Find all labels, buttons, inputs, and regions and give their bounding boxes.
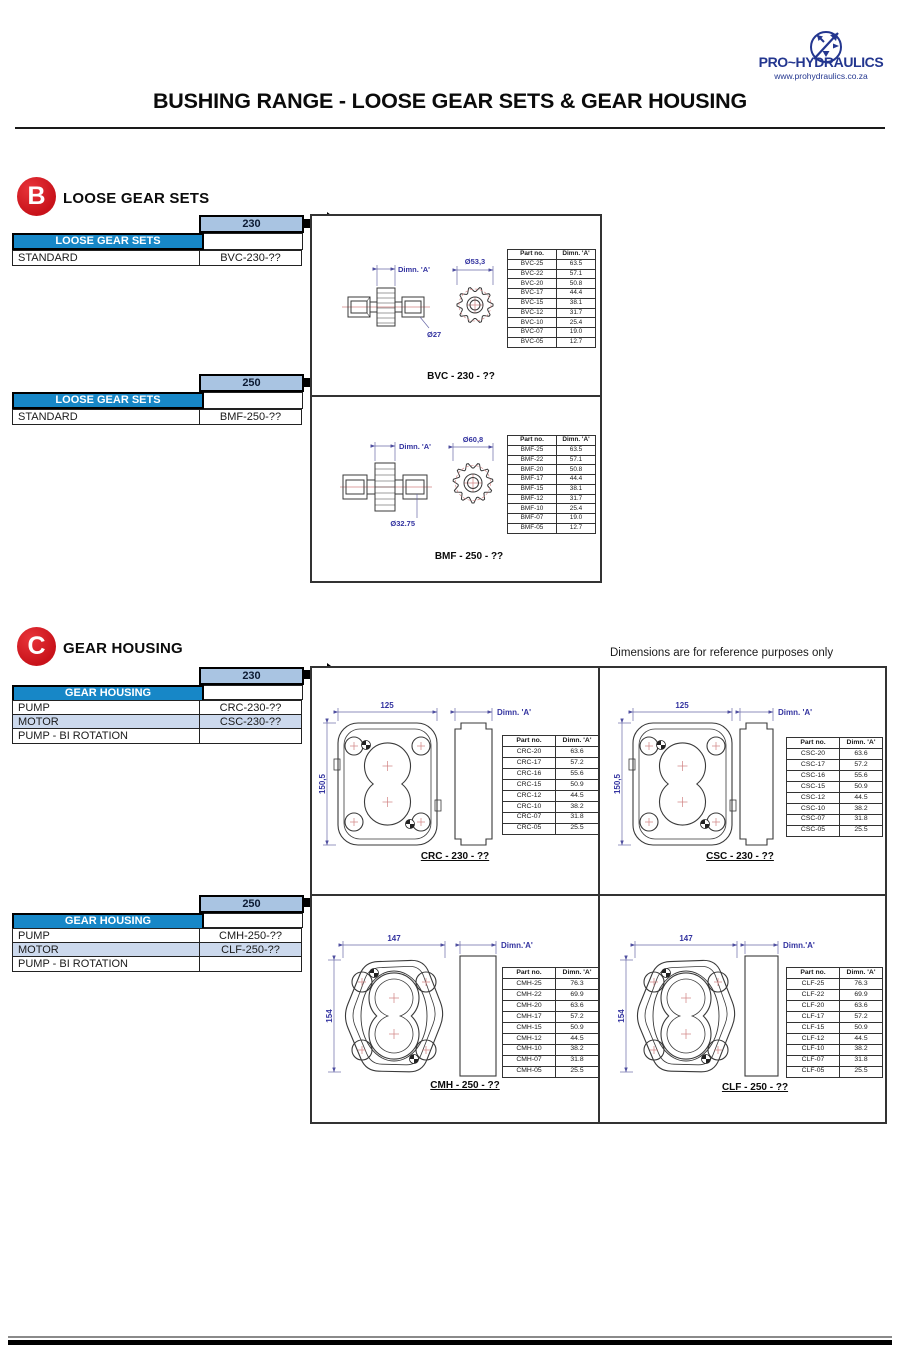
clf-part-table xyxy=(786,967,883,1078)
part-table-cell: 57.1 xyxy=(557,455,596,465)
part-table-row xyxy=(503,790,599,801)
row-label-standard: STANDARD xyxy=(12,250,205,266)
footer-rule-thick xyxy=(8,1340,892,1345)
part-table-cell: 12.7 xyxy=(557,524,596,534)
part-table-row xyxy=(787,792,883,803)
part-table-cell: 31.8 xyxy=(840,1055,883,1066)
part-table-cell: 50.9 xyxy=(840,1022,883,1033)
row-value-cmh: CMH-250-?? xyxy=(199,928,302,944)
part-table-row xyxy=(503,823,599,834)
part-table-row xyxy=(508,279,596,289)
part-table-row xyxy=(508,494,596,504)
gear-od-label: Ø53,3 xyxy=(464,257,486,266)
part-table-cell: CMH-07 xyxy=(503,1055,556,1066)
part-table-cell: 69.9 xyxy=(840,989,883,1000)
part-table-cell: 44.5 xyxy=(556,1033,599,1044)
section-c-marker: C xyxy=(17,627,56,666)
part-table-cell: BMF-15 xyxy=(508,484,557,494)
part-table-row xyxy=(503,812,599,823)
part-table-cell: 63.6 xyxy=(556,746,599,757)
part-table-cell: 38.2 xyxy=(556,801,599,812)
part-table-row xyxy=(508,504,596,514)
part-table-cell: CRC-15 xyxy=(503,779,556,790)
part-table-cell: CRC-16 xyxy=(503,768,556,779)
part-table-row xyxy=(508,514,596,524)
part-table-header-row xyxy=(508,436,596,446)
part-table-row xyxy=(787,978,883,989)
row-value-crc: CRC-230-?? xyxy=(199,700,302,716)
bvc-part-table xyxy=(507,249,596,348)
part-table-header: Part no. xyxy=(508,250,557,260)
part-table-row xyxy=(787,1066,883,1077)
part-table-cell: CMH-10 xyxy=(503,1044,556,1055)
part-table-cell: BMF-10 xyxy=(508,504,557,514)
empty-cell xyxy=(199,233,303,250)
part-table-header-row xyxy=(787,968,883,979)
bvc-caption: BVC - 230 - ?? xyxy=(427,371,495,382)
part-table-row xyxy=(508,338,596,348)
part-table-header: Part no. xyxy=(787,968,840,979)
part-table-cell: CLF-15 xyxy=(787,1022,840,1033)
part-table-cell: CMH-22 xyxy=(503,989,556,1000)
part-table-cell: 57.2 xyxy=(556,757,599,768)
part-table-cell: 38.2 xyxy=(840,803,883,814)
part-table-row xyxy=(503,768,599,779)
part-table-row xyxy=(508,475,596,485)
part-table-cell: CMH-17 xyxy=(503,1011,556,1022)
part-table-cell: CLF-10 xyxy=(787,1044,840,1055)
row-label-standard: STANDARD xyxy=(12,409,205,425)
table-header-b230: LOOSE GEAR SETS xyxy=(12,233,204,250)
size-header-c250: 250 xyxy=(199,895,304,913)
part-table-cell: CRC-07 xyxy=(503,812,556,823)
part-table-cell: 38.1 xyxy=(557,298,596,308)
dim-a-label: Dimn. 'A' xyxy=(399,442,431,451)
part-table-cell: BMF-07 xyxy=(508,514,557,524)
part-table-header: Dimn. 'A' xyxy=(557,250,596,260)
part-table-cell: BMF-20 xyxy=(508,465,557,475)
part-table-cell: CLF-22 xyxy=(787,989,840,1000)
part-table-header: Dimn. 'A' xyxy=(840,968,883,979)
part-table-cell: 50.8 xyxy=(557,465,596,475)
part-table-cell: BMF-17 xyxy=(508,475,557,485)
part-table-cell: 63.5 xyxy=(557,259,596,269)
row-value-csc: CSC-230-?? xyxy=(199,714,302,730)
box-divider xyxy=(312,395,600,397)
cmh-caption: CMH - 250 - ?? xyxy=(430,1080,500,1091)
part-table-header-row xyxy=(787,738,883,749)
part-table-cell: 25.5 xyxy=(556,1066,599,1077)
part-table-cell: 12.7 xyxy=(557,338,596,348)
part-table-cell: CLF-17 xyxy=(787,1011,840,1022)
part-table-cell: 63.6 xyxy=(840,748,883,759)
dim-a-label: Dimn. 'A' xyxy=(778,708,813,717)
part-table-cell: 19.0 xyxy=(557,328,596,338)
logo xyxy=(748,26,894,81)
dim-a-label: Dimn.'A' xyxy=(501,941,533,950)
part-table-row xyxy=(503,1044,599,1055)
part-table-cell: 31.7 xyxy=(557,494,596,504)
part-table-cell: BMF-12 xyxy=(508,494,557,504)
part-table-cell: 19.0 xyxy=(557,514,596,524)
table-header-c230: GEAR HOUSING xyxy=(12,685,204,702)
part-table-row xyxy=(787,1033,883,1044)
part-table-cell: CSC-10 xyxy=(787,803,840,814)
section-c-title: GEAR HOUSING xyxy=(63,640,183,657)
footer-rule-thin xyxy=(8,1336,892,1338)
part-table-cell: BMF-22 xyxy=(508,455,557,465)
part-table-row xyxy=(503,1033,599,1044)
part-table-cell: 76.3 xyxy=(840,978,883,989)
cmh-part-table xyxy=(502,967,599,1078)
width-dim-label: 125 xyxy=(675,701,689,710)
crc-caption: CRC - 230 - ?? xyxy=(420,851,490,862)
width-dim-label: 147 xyxy=(679,934,693,943)
title-rule xyxy=(15,127,885,129)
part-table-row xyxy=(503,989,599,1000)
empty-cell xyxy=(199,685,303,700)
height-dim-label: 154 xyxy=(325,1009,334,1023)
part-table-row xyxy=(787,825,883,836)
part-table-cell: 38.2 xyxy=(556,1044,599,1055)
page-title: BUSHING RANGE - LOOSE GEAR SETS & GEAR HOUSING xyxy=(152,89,748,113)
bmf-caption: BMF - 250 - ?? xyxy=(434,551,504,562)
part-table-cell: 69.9 xyxy=(556,989,599,1000)
row-value-bvc: BVC-230-?? xyxy=(199,250,302,266)
part-table-cell: CLF-20 xyxy=(787,1000,840,1011)
dim-a-label: Dimn. 'A' xyxy=(497,708,532,717)
part-table-cell: CMH-15 xyxy=(503,1022,556,1033)
part-table-cell: BMF-25 xyxy=(508,445,557,455)
row-label-bi-rotation: PUMP - BI ROTATION xyxy=(12,956,205,972)
csc-part-table xyxy=(786,737,883,837)
part-table-cell: CRC-05 xyxy=(503,823,556,834)
part-table-cell: CMH-05 xyxy=(503,1066,556,1077)
part-table-cell: 57.2 xyxy=(556,1011,599,1022)
logo-title: PRO~HYDRAULICS xyxy=(758,54,884,70)
logo-url[interactable]: www.prohydraulics.co.za xyxy=(774,71,868,81)
part-table-cell: 44.5 xyxy=(840,792,883,803)
part-table-cell: 50.9 xyxy=(840,781,883,792)
height-dim-label: 150,5 xyxy=(318,773,327,795)
part-table-cell: BVC-22 xyxy=(508,269,557,279)
dim-a-label: Dimn.'A' xyxy=(783,941,815,950)
part-table-row xyxy=(787,814,883,825)
row-label-motor: MOTOR xyxy=(12,714,205,730)
part-table-cell: 63.6 xyxy=(556,1000,599,1011)
part-table-row xyxy=(508,445,596,455)
part-table-cell: BVC-17 xyxy=(508,289,557,299)
part-table-cell: 38.2 xyxy=(840,1044,883,1055)
table-header-b250: LOOSE GEAR SETS xyxy=(12,392,204,409)
part-table-cell: 55.6 xyxy=(556,768,599,779)
part-table-cell: CRC-20 xyxy=(503,746,556,757)
part-table-cell: 44.5 xyxy=(556,790,599,801)
shaft-od-label: Ø27 xyxy=(427,330,442,339)
part-table-cell: BVC-07 xyxy=(508,328,557,338)
shaft-od-label: Ø32.75 xyxy=(390,519,415,528)
size-header-b250: 250 xyxy=(199,374,304,392)
part-table-cell: 50.8 xyxy=(557,279,596,289)
part-table-row xyxy=(787,770,883,781)
part-table-cell: CSC-15 xyxy=(787,781,840,792)
part-table-row xyxy=(503,1011,599,1022)
row-value-empty xyxy=(199,956,302,972)
part-table-header: Part no. xyxy=(787,738,840,749)
part-table-row xyxy=(787,759,883,770)
part-table-cell: 57.2 xyxy=(840,759,883,770)
size-header-b230: 230 xyxy=(199,215,304,233)
part-table-cell: CMH-20 xyxy=(503,1000,556,1011)
part-table-cell: 63.5 xyxy=(557,445,596,455)
bvc-gear-drawing xyxy=(340,245,505,345)
part-table-cell: CRC-17 xyxy=(503,757,556,768)
part-table-row xyxy=(787,989,883,1000)
part-table-cell: 25.4 xyxy=(557,318,596,328)
dim-a-label: Dimn. 'A' xyxy=(398,265,430,274)
part-table-cell: CLF-25 xyxy=(787,978,840,989)
crc-part-table xyxy=(502,735,599,835)
reference-note: Dimensions are for reference purposes only xyxy=(610,647,834,659)
part-table-header: Dimn. 'A' xyxy=(840,738,883,749)
part-table-cell: 38.1 xyxy=(557,484,596,494)
part-table-row xyxy=(787,748,883,759)
section-b-title: LOOSE GEAR SETS xyxy=(63,190,210,207)
part-table-cell: CSC-12 xyxy=(787,792,840,803)
bmf-gear-drawing xyxy=(340,432,505,537)
part-table-row xyxy=(503,978,599,989)
part-table-row xyxy=(508,328,596,338)
part-table-row xyxy=(508,259,596,269)
part-table-cell: 50.9 xyxy=(556,779,599,790)
part-table-row xyxy=(503,757,599,768)
part-table-cell: CSC-20 xyxy=(787,748,840,759)
bmf-part-table xyxy=(507,435,596,534)
part-table-row xyxy=(508,524,596,534)
part-table-row xyxy=(787,1000,883,1011)
part-table-cell: 31.8 xyxy=(556,812,599,823)
part-table-row xyxy=(508,484,596,494)
part-table-row xyxy=(508,298,596,308)
width-dim-label: 125 xyxy=(380,701,394,710)
part-table-row xyxy=(508,455,596,465)
part-table-cell: 44.4 xyxy=(557,289,596,299)
part-table-cell: BVC-25 xyxy=(508,259,557,269)
part-table-cell: BVC-10 xyxy=(508,318,557,328)
part-table-row xyxy=(503,746,599,757)
part-table-cell: 50.9 xyxy=(556,1022,599,1033)
part-table-cell: 76.3 xyxy=(556,978,599,989)
part-table-row xyxy=(508,318,596,328)
table-header-c250: GEAR HOUSING xyxy=(12,913,204,930)
part-table-row xyxy=(503,1066,599,1077)
part-table-row xyxy=(787,1011,883,1022)
part-table-cell: CLF-12 xyxy=(787,1033,840,1044)
section-b-marker: B xyxy=(17,177,56,216)
part-table-row xyxy=(508,465,596,475)
part-table-row xyxy=(508,308,596,318)
part-table-cell: CMH-25 xyxy=(503,978,556,989)
empty-cell xyxy=(199,913,303,928)
part-table-cell: 25.5 xyxy=(840,825,883,836)
part-table-cell: CMH-12 xyxy=(503,1033,556,1044)
part-table-row xyxy=(787,803,883,814)
part-table-row xyxy=(503,1022,599,1033)
height-dim-label: 154 xyxy=(617,1009,626,1023)
clf-caption: CLF - 250 - ?? xyxy=(721,1082,789,1093)
part-table-row xyxy=(503,1055,599,1066)
part-table-row xyxy=(503,1000,599,1011)
part-table-cell: CSC-17 xyxy=(787,759,840,770)
part-table-cell: CLF-05 xyxy=(787,1066,840,1077)
part-table-cell: CRC-12 xyxy=(503,790,556,801)
row-value-bmf: BMF-250-?? xyxy=(199,409,302,425)
part-table-row xyxy=(787,781,883,792)
empty-cell xyxy=(199,392,303,409)
height-dim-label: 150,5 xyxy=(613,773,622,795)
part-table-row xyxy=(508,289,596,299)
part-table-row xyxy=(787,1055,883,1066)
part-table-row xyxy=(787,1022,883,1033)
row-value-clf: CLF-250-?? xyxy=(199,942,302,958)
part-table-cell: 25.4 xyxy=(557,504,596,514)
gear-od-label: Ø60,8 xyxy=(462,435,484,444)
row-label-pump: PUMP xyxy=(12,928,205,944)
part-table-header-row xyxy=(508,250,596,260)
part-table-cell: CRC-10 xyxy=(503,801,556,812)
part-table-header-row xyxy=(503,736,599,747)
part-table-cell: BVC-20 xyxy=(508,279,557,289)
part-table-cell: 44.5 xyxy=(840,1033,883,1044)
part-table-cell: 63.6 xyxy=(840,1000,883,1011)
part-table-cell: 57.2 xyxy=(840,1011,883,1022)
part-table-header: Dimn. 'A' xyxy=(556,736,599,747)
part-table-cell: 31.8 xyxy=(840,814,883,825)
part-table-header-row xyxy=(503,968,599,979)
part-table-cell: BVC-15 xyxy=(508,298,557,308)
width-dim-label: 147 xyxy=(387,934,401,943)
size-header-c230: 230 xyxy=(199,667,304,685)
part-table-cell: 25.5 xyxy=(840,1066,883,1077)
row-value-empty xyxy=(199,728,302,744)
part-table-cell: 55.6 xyxy=(840,770,883,781)
part-table-cell: CSC-07 xyxy=(787,814,840,825)
part-table-header: Part no. xyxy=(508,436,557,446)
part-table-cell: CLF-07 xyxy=(787,1055,840,1066)
part-table-cell: 25.5 xyxy=(556,823,599,834)
part-table-cell: 31.7 xyxy=(557,308,596,318)
row-label-bi-rotation: PUMP - BI ROTATION xyxy=(12,728,205,744)
part-table-row xyxy=(503,801,599,812)
part-table-cell: 31.8 xyxy=(556,1055,599,1066)
part-table-header: Part no. xyxy=(503,968,556,979)
part-table-header: Dimn. 'A' xyxy=(557,436,596,446)
part-table-cell: BVC-05 xyxy=(508,338,557,348)
part-table-header: Dimn. 'A' xyxy=(556,968,599,979)
csc-caption: CSC - 230 - ?? xyxy=(706,851,774,862)
row-label-pump: PUMP xyxy=(12,700,205,716)
part-table-cell: 57.1 xyxy=(557,269,596,279)
part-table-row xyxy=(503,779,599,790)
part-table-header: Part no. xyxy=(503,736,556,747)
part-table-cell: 44.4 xyxy=(557,475,596,485)
part-table-cell: BVC-12 xyxy=(508,308,557,318)
row-label-motor: MOTOR xyxy=(12,942,205,958)
part-table-cell: BMF-05 xyxy=(508,524,557,534)
part-table-cell: CSC-16 xyxy=(787,770,840,781)
part-table-row xyxy=(787,1044,883,1055)
part-table-row xyxy=(508,269,596,279)
part-table-cell: CSC-05 xyxy=(787,825,840,836)
